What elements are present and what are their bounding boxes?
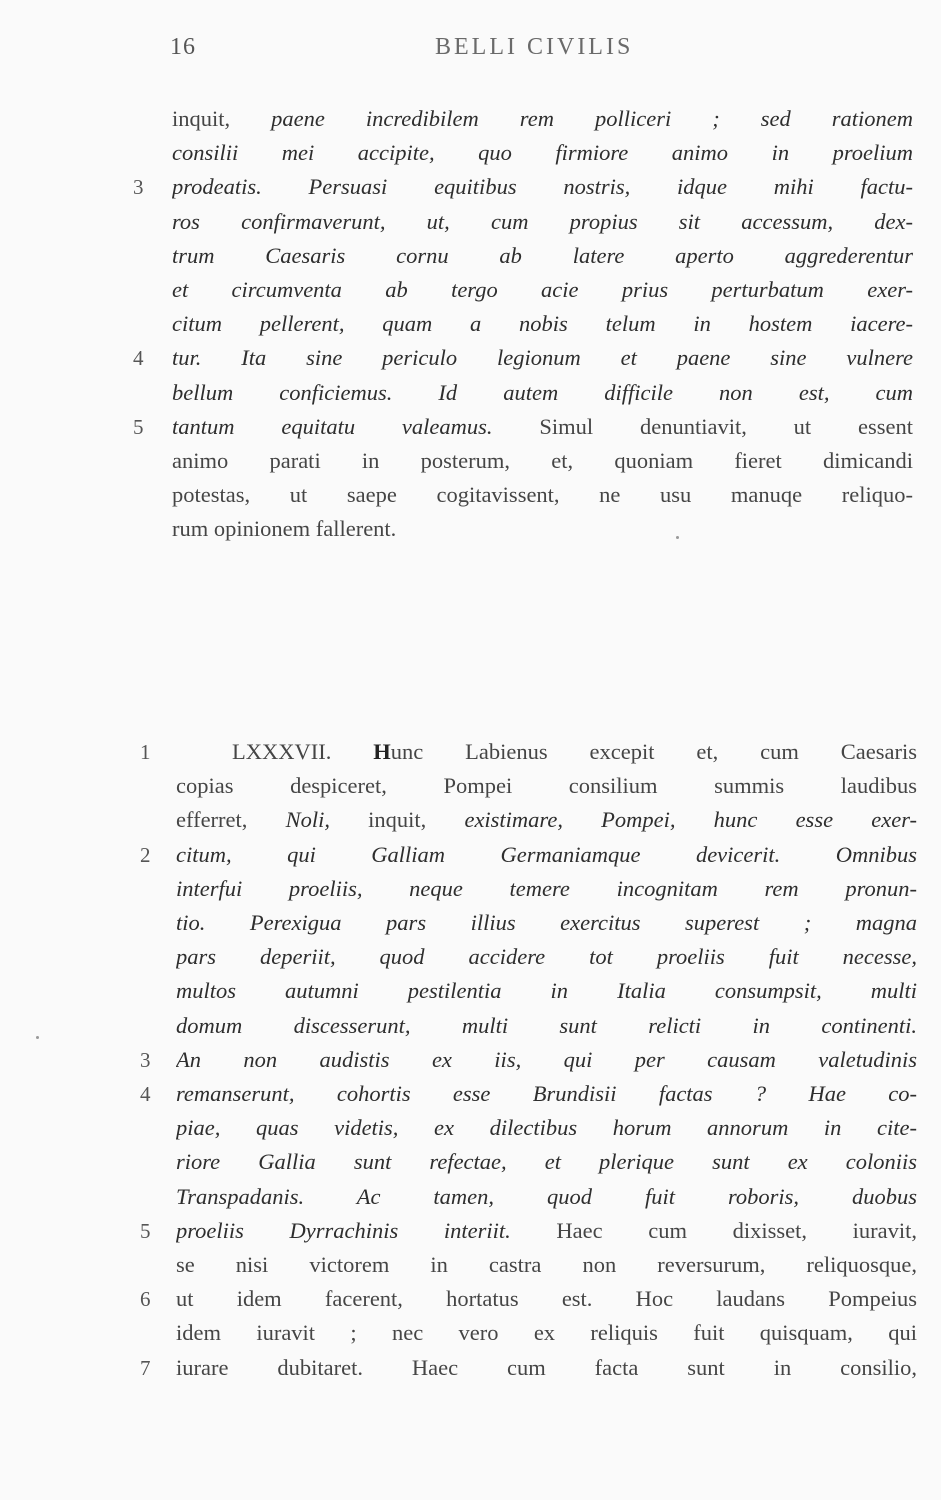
text-segment: Simul denuntiavit, ut essent bbox=[539, 413, 913, 439]
text-line bbox=[176, 1248, 917, 1282]
text-segment: idem iuravit ; nec vero ex reliquis fuit quisquam, qui bbox=[176, 1320, 917, 1346]
text-segment: unc Labienus excepit et, cum Caesaris bbox=[390, 739, 917, 764]
text-line bbox=[176, 1009, 917, 1043]
italic-speech-segment: existimare, Pompei, hunc esse exer- bbox=[464, 807, 917, 833]
text-line bbox=[172, 273, 913, 307]
italic-speech-segment: tantum equitatu valeamus. bbox=[172, 413, 540, 439]
running-title: BELLI CIVILIS bbox=[435, 34, 634, 60]
margin-section-number: 5 bbox=[140, 1218, 151, 1243]
text-line bbox=[176, 872, 917, 906]
text-segment: rum opinionem fallerent. bbox=[172, 516, 397, 542]
italic-speech-segment: remanserunt, cohortis esse Brundisii factas ? Hae co- bbox=[176, 1081, 917, 1106]
text-segment: Haec cum dixisset, iuravit, bbox=[556, 1217, 917, 1243]
italic-speech-segment: bellum conficiemus. Id autem difficile non est, cum bbox=[172, 379, 913, 405]
text-segment: ut idem facerent, hortatus est. Hoc laudans Pompeius bbox=[176, 1286, 917, 1312]
italic-speech-segment: piae, quas videtis, ex dilectibus horum annorum in cite- bbox=[176, 1115, 917, 1141]
text-line bbox=[172, 410, 913, 444]
italic-speech-segment: prodeatis. Persuasi equitibus nostris, idque mihi factu- bbox=[172, 174, 913, 200]
italic-speech-segment: domum discesserunt, multi sunt relicti in continenti. bbox=[176, 1012, 917, 1038]
text-line bbox=[172, 444, 913, 478]
margin-section-number: 4 bbox=[133, 346, 144, 371]
text-segment: efferret, bbox=[176, 807, 286, 833]
text-segment: LXXXVII. bbox=[232, 739, 374, 764]
text-line bbox=[176, 1214, 917, 1248]
text-segment: inquit, bbox=[172, 106, 272, 131]
text-line bbox=[176, 769, 917, 803]
text-line bbox=[172, 341, 913, 375]
italic-speech-segment: proeliis Dyrrachinis interiit. bbox=[176, 1217, 557, 1243]
text-line bbox=[176, 974, 917, 1008]
text-line bbox=[172, 307, 913, 341]
text-segment: animo parati in posterum, et, quoniam fieret dimicandi bbox=[172, 448, 913, 473]
text-line bbox=[176, 940, 917, 974]
italic-speech-segment: ros confirmaverunt, ut, cum propius sit accessum, dex- bbox=[172, 208, 913, 234]
text-line bbox=[172, 376, 913, 410]
text-line bbox=[172, 136, 913, 170]
italic-speech-segment: pars deperiit, quod accidere tot proeliis fuit necesse, bbox=[176, 944, 917, 970]
paper-speck bbox=[36, 1036, 39, 1039]
italic-speech-segment: citum pellerent, quam a nobis telum in hostem iacere- bbox=[172, 311, 913, 337]
text-line bbox=[176, 1111, 917, 1145]
text-segment: iurare dubitaret. Haec cum facta sunt in consilio, bbox=[176, 1354, 917, 1380]
italic-speech-segment: riore Gallia sunt refectae, et plerique sunt ex coloniis bbox=[176, 1149, 917, 1175]
text-line bbox=[232, 735, 917, 769]
italic-speech-segment: paene incredibilem rem polliceri ; sed rationem bbox=[271, 106, 913, 131]
text-line bbox=[176, 1316, 917, 1350]
margin-section-number: 3 bbox=[140, 1047, 151, 1072]
italic-speech-segment: interfui proeliis, neque temere incognitam rem pronun- bbox=[176, 875, 917, 901]
italic-speech-segment: Transpadanis. Ac tamen, quod fuit roboris, duobus bbox=[176, 1183, 917, 1209]
margin-section-number: 2 bbox=[140, 842, 151, 867]
italic-speech-segment: tur. Ita sine periculo legionum et paene sine vulnere bbox=[172, 345, 913, 371]
text-segment: se nisi victorem in castra non reversurum, reliquosque, bbox=[176, 1252, 917, 1277]
margin-section-number: 6 bbox=[140, 1287, 151, 1312]
text-line bbox=[172, 478, 913, 512]
margin-section-number: 5 bbox=[133, 414, 144, 439]
text-line bbox=[176, 1282, 917, 1316]
text-segment: potestas, ut saepe cogitavissent, ne usu manuqe reliquo- bbox=[172, 482, 913, 508]
text-line bbox=[176, 906, 917, 940]
drop-initial: H bbox=[373, 739, 391, 764]
text-line bbox=[172, 239, 913, 273]
text-line bbox=[176, 1180, 917, 1214]
text-segment: inquit, bbox=[368, 807, 465, 833]
text-line bbox=[172, 205, 913, 239]
italic-speech-segment: An non audistis ex iis, qui per causam valetudinis bbox=[176, 1046, 917, 1072]
italic-speech-segment: multos autumni pestilentia in Italia consumpsit, multi bbox=[176, 978, 917, 1004]
text-line bbox=[172, 102, 913, 136]
text-line bbox=[176, 1043, 917, 1077]
text-segment: copias despiceret, Pompei consilium summis laudibus bbox=[176, 773, 917, 799]
italic-speech-segment: consilii mei accipite, quo firmiore animo in proelium bbox=[172, 140, 913, 166]
margin-section-number: 7 bbox=[140, 1355, 151, 1380]
page-number: 16 bbox=[170, 34, 196, 60]
italic-speech-segment: citum, qui Galliam Germaniamque devicerit. Omnibus bbox=[176, 841, 917, 867]
text-line bbox=[176, 803, 917, 837]
text-line bbox=[172, 512, 913, 546]
margin-section-number: 4 bbox=[140, 1082, 151, 1106]
margin-section-number: 3 bbox=[133, 175, 144, 200]
page-header bbox=[0, 34, 941, 74]
italic-speech-segment: Noli, bbox=[285, 807, 369, 833]
paper-speck bbox=[676, 536, 679, 539]
text-line bbox=[176, 1077, 917, 1111]
margin-section-number: 1 bbox=[140, 740, 151, 764]
text-line bbox=[176, 838, 917, 872]
text-line bbox=[176, 1351, 917, 1385]
italic-speech-segment: tio. Perexigua pars illius exercitus superest ; magna bbox=[176, 910, 917, 935]
italic-speech-segment: trum Caesaris cornu ab latere aperto aggrederentur bbox=[172, 242, 913, 268]
text-line bbox=[172, 170, 913, 204]
italic-speech-segment: et circumventa ab tergo acie prius perturbatum exer- bbox=[172, 277, 913, 302]
text-line bbox=[176, 1145, 917, 1179]
